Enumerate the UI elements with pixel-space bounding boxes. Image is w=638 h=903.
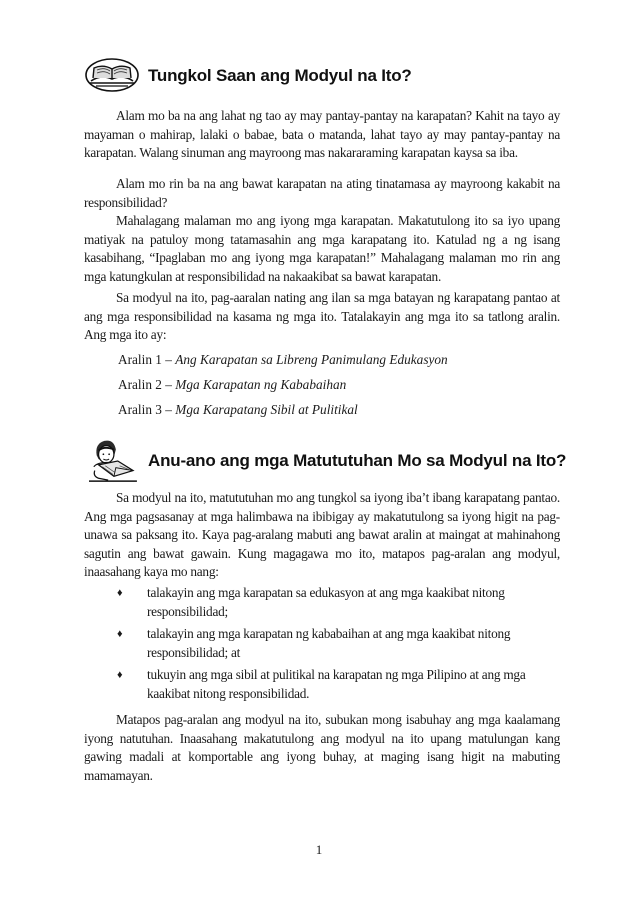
objective-item: tukuyin ang mga sibil at pulitikal na karapatan ng mga Pilipino at ang mga kaakibat nitong responsibilidad. <box>147 667 526 701</box>
objective-item: talakayin ang mga karapatan sa edukasyon at ang mga kaakibat nitong responsibilidad; <box>147 585 505 619</box>
paragraph: Sa modyul na ito, pag-aaralan nating ang ilan sa mga batayan ng karapatang pantao at ang mga responsibilidad na kasama ng mga ito. Tatalakayin ang mga ito sa tatlong aralin. Ang mga ito ay: <box>84 290 560 343</box>
page-number: 1 <box>315 842 323 857</box>
lesson-label: Aralin 1 – <box>118 352 172 367</box>
lesson-item <box>118 401 358 419</box>
paragraph: Matapos pag-aralan ang modyul na ito, subukan mong isabuhay ang mga kaalamang iyong natutuhan. Inaasahang makatutulong ang modyul na ito upang matulungan kang gawing madali at komportable ang iyong buhay, at maging isang higit na mabuting mamamayan. <box>84 712 560 783</box>
section-title: Tungkol Saan ang Modyul na Ito? <box>148 66 412 85</box>
lesson-label: Aralin 3 – <box>118 402 172 417</box>
section-header-objectives <box>84 438 566 484</box>
lesson-title: Mga Karapatang Sibil at Pulitikal <box>175 402 358 417</box>
paragraph: Alam mo ba na ang lahat ng tao ay may pantay-pantay na karapatan? Kahit na tayo ay mayaman o mahirap, lalaki o babae, bata o matanda, lahat tayo ay may pantay-pantay na karapatan. Walang sinuman ang mayroong mas nakararaming karapatan kaysa sa iba. <box>84 108 560 161</box>
paragraph: Alam mo rin ba na ang bawat karapatan na ating tinatamasa ay mayroong kakabit na responsibilidad? <box>84 176 560 210</box>
diamond-bullet-icon: ♦ <box>117 628 123 640</box>
lesson-item <box>118 376 346 394</box>
paragraph: Mahalagang malaman mo ang iyong mga karapatan. Makatutulong ito sa iyo upang matiyak na patuloy mong tatamasahin ang mga karapatang ito. Katulad ng a ng isang kasabihang, “Ipaglaban mo ang iyong mga karapatan!” Mahalagang malaman mo rin ang mga katungkulan at responsibilidad na nakaakibat sa bawat karapatan. <box>84 213 560 284</box>
student-reading-icon <box>84 438 140 484</box>
section-title: Anu-ano ang mga Matututuhan Mo sa Modyul na Ito? <box>148 451 567 470</box>
diamond-bullet-icon: ♦ <box>117 587 123 599</box>
lesson-title: Ang Karapatan sa Libreng Panimulang Edukasyon <box>175 352 448 367</box>
paragraph: Sa modyul na ito, matututuhan mo ang tungkol sa iyong iba’t ibang karapatang pantao. Ang mga pagsasanay at mga halimbawa na ibibigay ay makatutulong sa iyong higit na pag-unawa sa paksang ito. Kaya pag-aralang mabuti ang bawat aralin at maingat at mahinahong sagutin ang bawat gawain. Kung magagawa mo ito, matapos pag-aralan ang modyul, inaasahang kaya mo nang: <box>84 490 560 580</box>
section-header-about <box>84 56 412 96</box>
lesson-title: Mga Karapatan ng Kababaihan <box>175 377 347 392</box>
open-book-icon <box>84 56 140 96</box>
lesson-label: Aralin 2 – <box>118 377 172 392</box>
lesson-item <box>118 351 448 369</box>
diamond-bullet-icon: ♦ <box>117 669 123 681</box>
objective-item: talakayin ang mga karapatan ng kababaihan at ang mga kaakibat nitong responsibilidad; at <box>147 626 511 660</box>
